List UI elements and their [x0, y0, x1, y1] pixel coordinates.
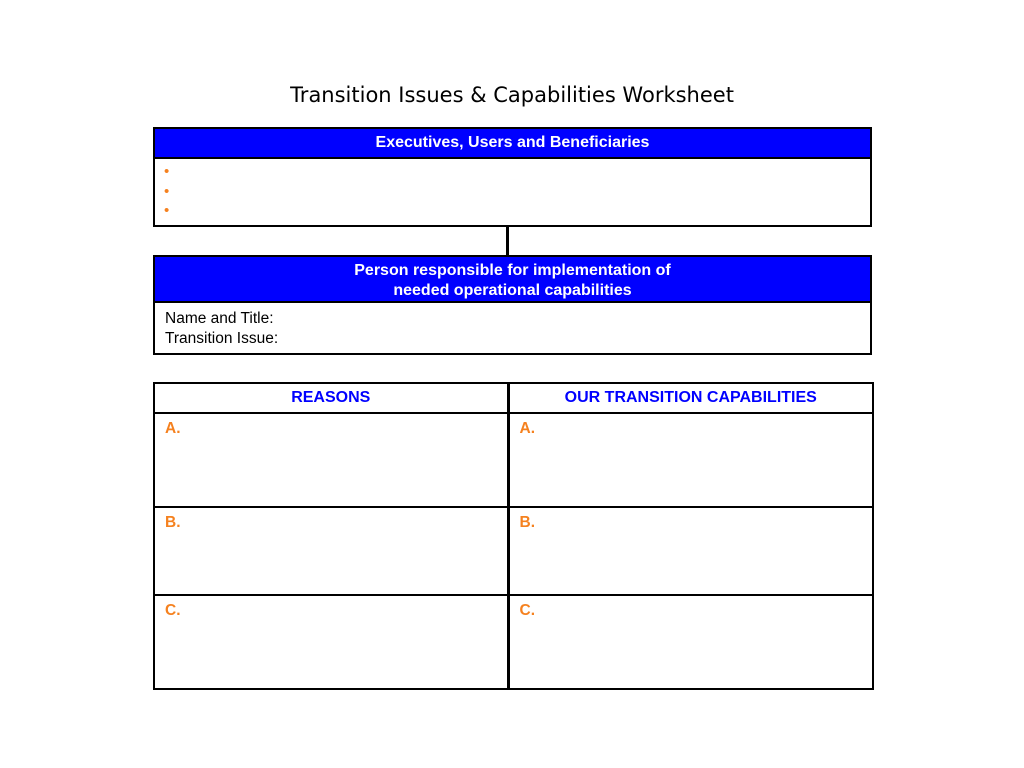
table-row [154, 413, 873, 507]
reason-cell-c[interactable] [154, 595, 508, 689]
bullet-icon: • [164, 182, 170, 200]
responsible-box [153, 255, 872, 355]
bullet-icon: • [164, 202, 170, 219]
bullet-icon: • [164, 163, 170, 180]
connector-line [506, 225, 509, 255]
capabilities-column-header: OUR TRANSITION CAPABILITIES [508, 383, 873, 413]
capability-letter-b: B. [519, 514, 535, 531]
responsible-header-line1: Person responsible for implementation of [354, 262, 671, 279]
table-row [154, 507, 873, 595]
reasons-column-header: REASONS [154, 383, 508, 413]
reason-letter-c: C. [165, 602, 181, 619]
capability-letter-a: A. [519, 420, 535, 437]
responsible-header [155, 257, 870, 303]
stakeholders-header: Executives, Users and Beneficiaries [155, 129, 870, 159]
list-item[interactable] [164, 182, 870, 202]
capability-cell-b[interactable] [508, 507, 873, 595]
stakeholders-box [153, 127, 872, 227]
reason-letter-b: B. [165, 514, 181, 531]
table-row [154, 595, 873, 689]
reason-cell-a[interactable] [154, 413, 508, 507]
reason-cell-b[interactable] [154, 507, 508, 595]
capability-cell-c[interactable] [508, 595, 873, 689]
list-item[interactable] [164, 162, 870, 182]
capability-letter-c: C. [519, 602, 535, 619]
transition-issue-label: Transition Issue: [165, 329, 279, 347]
reason-letter-a: A. [165, 420, 181, 437]
list-item[interactable] [164, 201, 870, 221]
stakeholders-list [155, 159, 870, 221]
reasons-capabilities-table [153, 382, 874, 690]
page-title: Transition Issues & Capabilities Worksheet [290, 83, 734, 107]
name-title-label: Name and Title: [165, 310, 274, 327]
responsible-header-line2: needed operational capabilities [393, 282, 632, 299]
responsible-body[interactable] [155, 303, 870, 348]
capability-cell-a[interactable] [508, 413, 873, 507]
